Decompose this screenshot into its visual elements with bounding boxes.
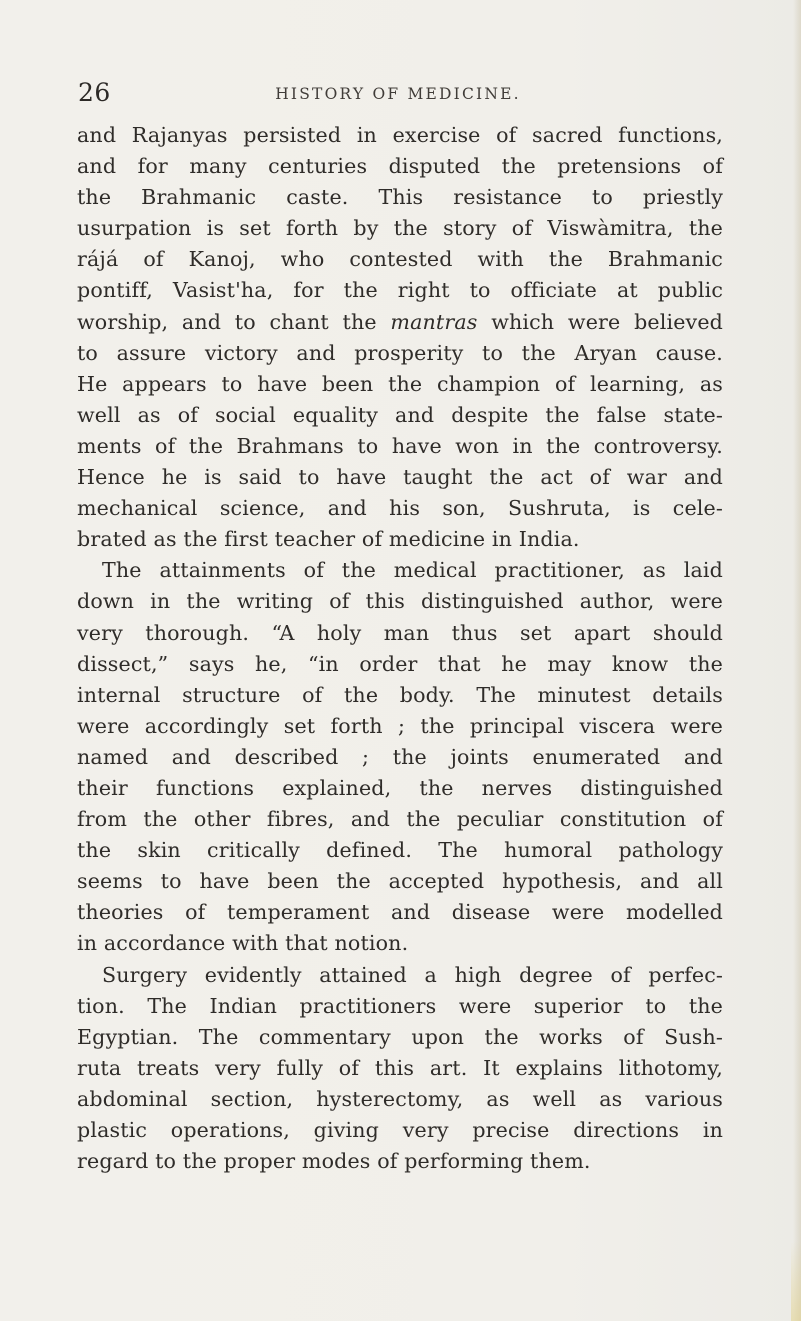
text-line: seems to have been the accepted hypothesis, and all [77,869,723,894]
text-line: mechanical science, and his son, Sushruta, is cele- [77,496,723,521]
text-line: to assure victory and prosperity to the Aryan cause. [77,340,723,365]
text-line: The attainments of the medical practitioner, as laid [102,558,723,583]
text-line: abdominal section, hysterectomy, as well as various [77,1086,723,1111]
page-edge-stain [791,1241,801,1321]
text-line: ments of the Brahmans to have won in the controversy. [77,433,723,458]
page-number: 26 [78,78,111,107]
text-line: plastic operations, giving very precise directions in [77,1118,723,1142]
text-line: Egyptian. The commentary upon the works of Sush- [77,1024,723,1049]
text-line: regard to the proper modes of performing them. [77,1149,591,1174]
text-line: in accordance with that notion. [77,931,409,956]
text-line: theories of temperament and disease were modelled [77,900,723,925]
text-segment: worship, and to chant the [77,309,391,334]
page-edge-shadow [793,0,801,1321]
text-line: pontiff, Vasist'ha, for the right to officiate at public [77,278,723,303]
text-line: Surgery evidently attained a high degree of perfec- [102,962,723,987]
text-line: rájá of Kanoj, who contested with the Brahmanic [77,247,723,272]
text-line: the Brahmanic caste. This resistance to priestly [77,185,723,210]
italic-term: mantras [390,309,478,334]
text-line: from the other fibres, and the peculiar constitution of [77,807,723,832]
text-line: very thorough. “A holy man thus set apart should [77,620,723,645]
text-line: tion. The Indian practitioners were superior to the [77,993,723,1018]
text-line: ruta treats very fully of this art. It explains lithotomy, [77,1055,723,1080]
text-line: the skin critically defined. The humoral pathology [77,838,723,863]
text-line: well as of social equality and despite the false state- [77,402,723,427]
running-title: HISTORY OF MEDICINE. [275,85,521,103]
text-line: brated as the first teacher of medicine in India. [77,527,580,552]
text-line: were accordingly set forth ; the principal viscera were [77,713,723,738]
text-line: usurpation is set forth by the story of Viswàmitra, the [77,216,723,241]
text-line: down in the writing of this distinguished author, were [77,589,723,614]
text-line: Hence he is said to have taught the act of war and [77,465,723,490]
running-head [78,78,718,112]
text-segment: which were believed [477,309,723,334]
body-text [77,120,723,1177]
text-line: dissect,” says he, “in order that he may know the [77,651,723,676]
text-line [77,307,723,338]
text-line: internal structure of the body. The minutest details [77,682,723,707]
text-line: He appears to have been the champion of learning, as [77,371,723,396]
text-line: and Rajanyas persisted in exercise of sacred functions, [77,123,723,147]
text-line: and for many centuries disputed the pretensions of [77,154,723,179]
text-line: named and described ; the joints enumerated and [77,744,723,769]
text-line: their functions explained, the nerves distinguished [77,775,723,800]
